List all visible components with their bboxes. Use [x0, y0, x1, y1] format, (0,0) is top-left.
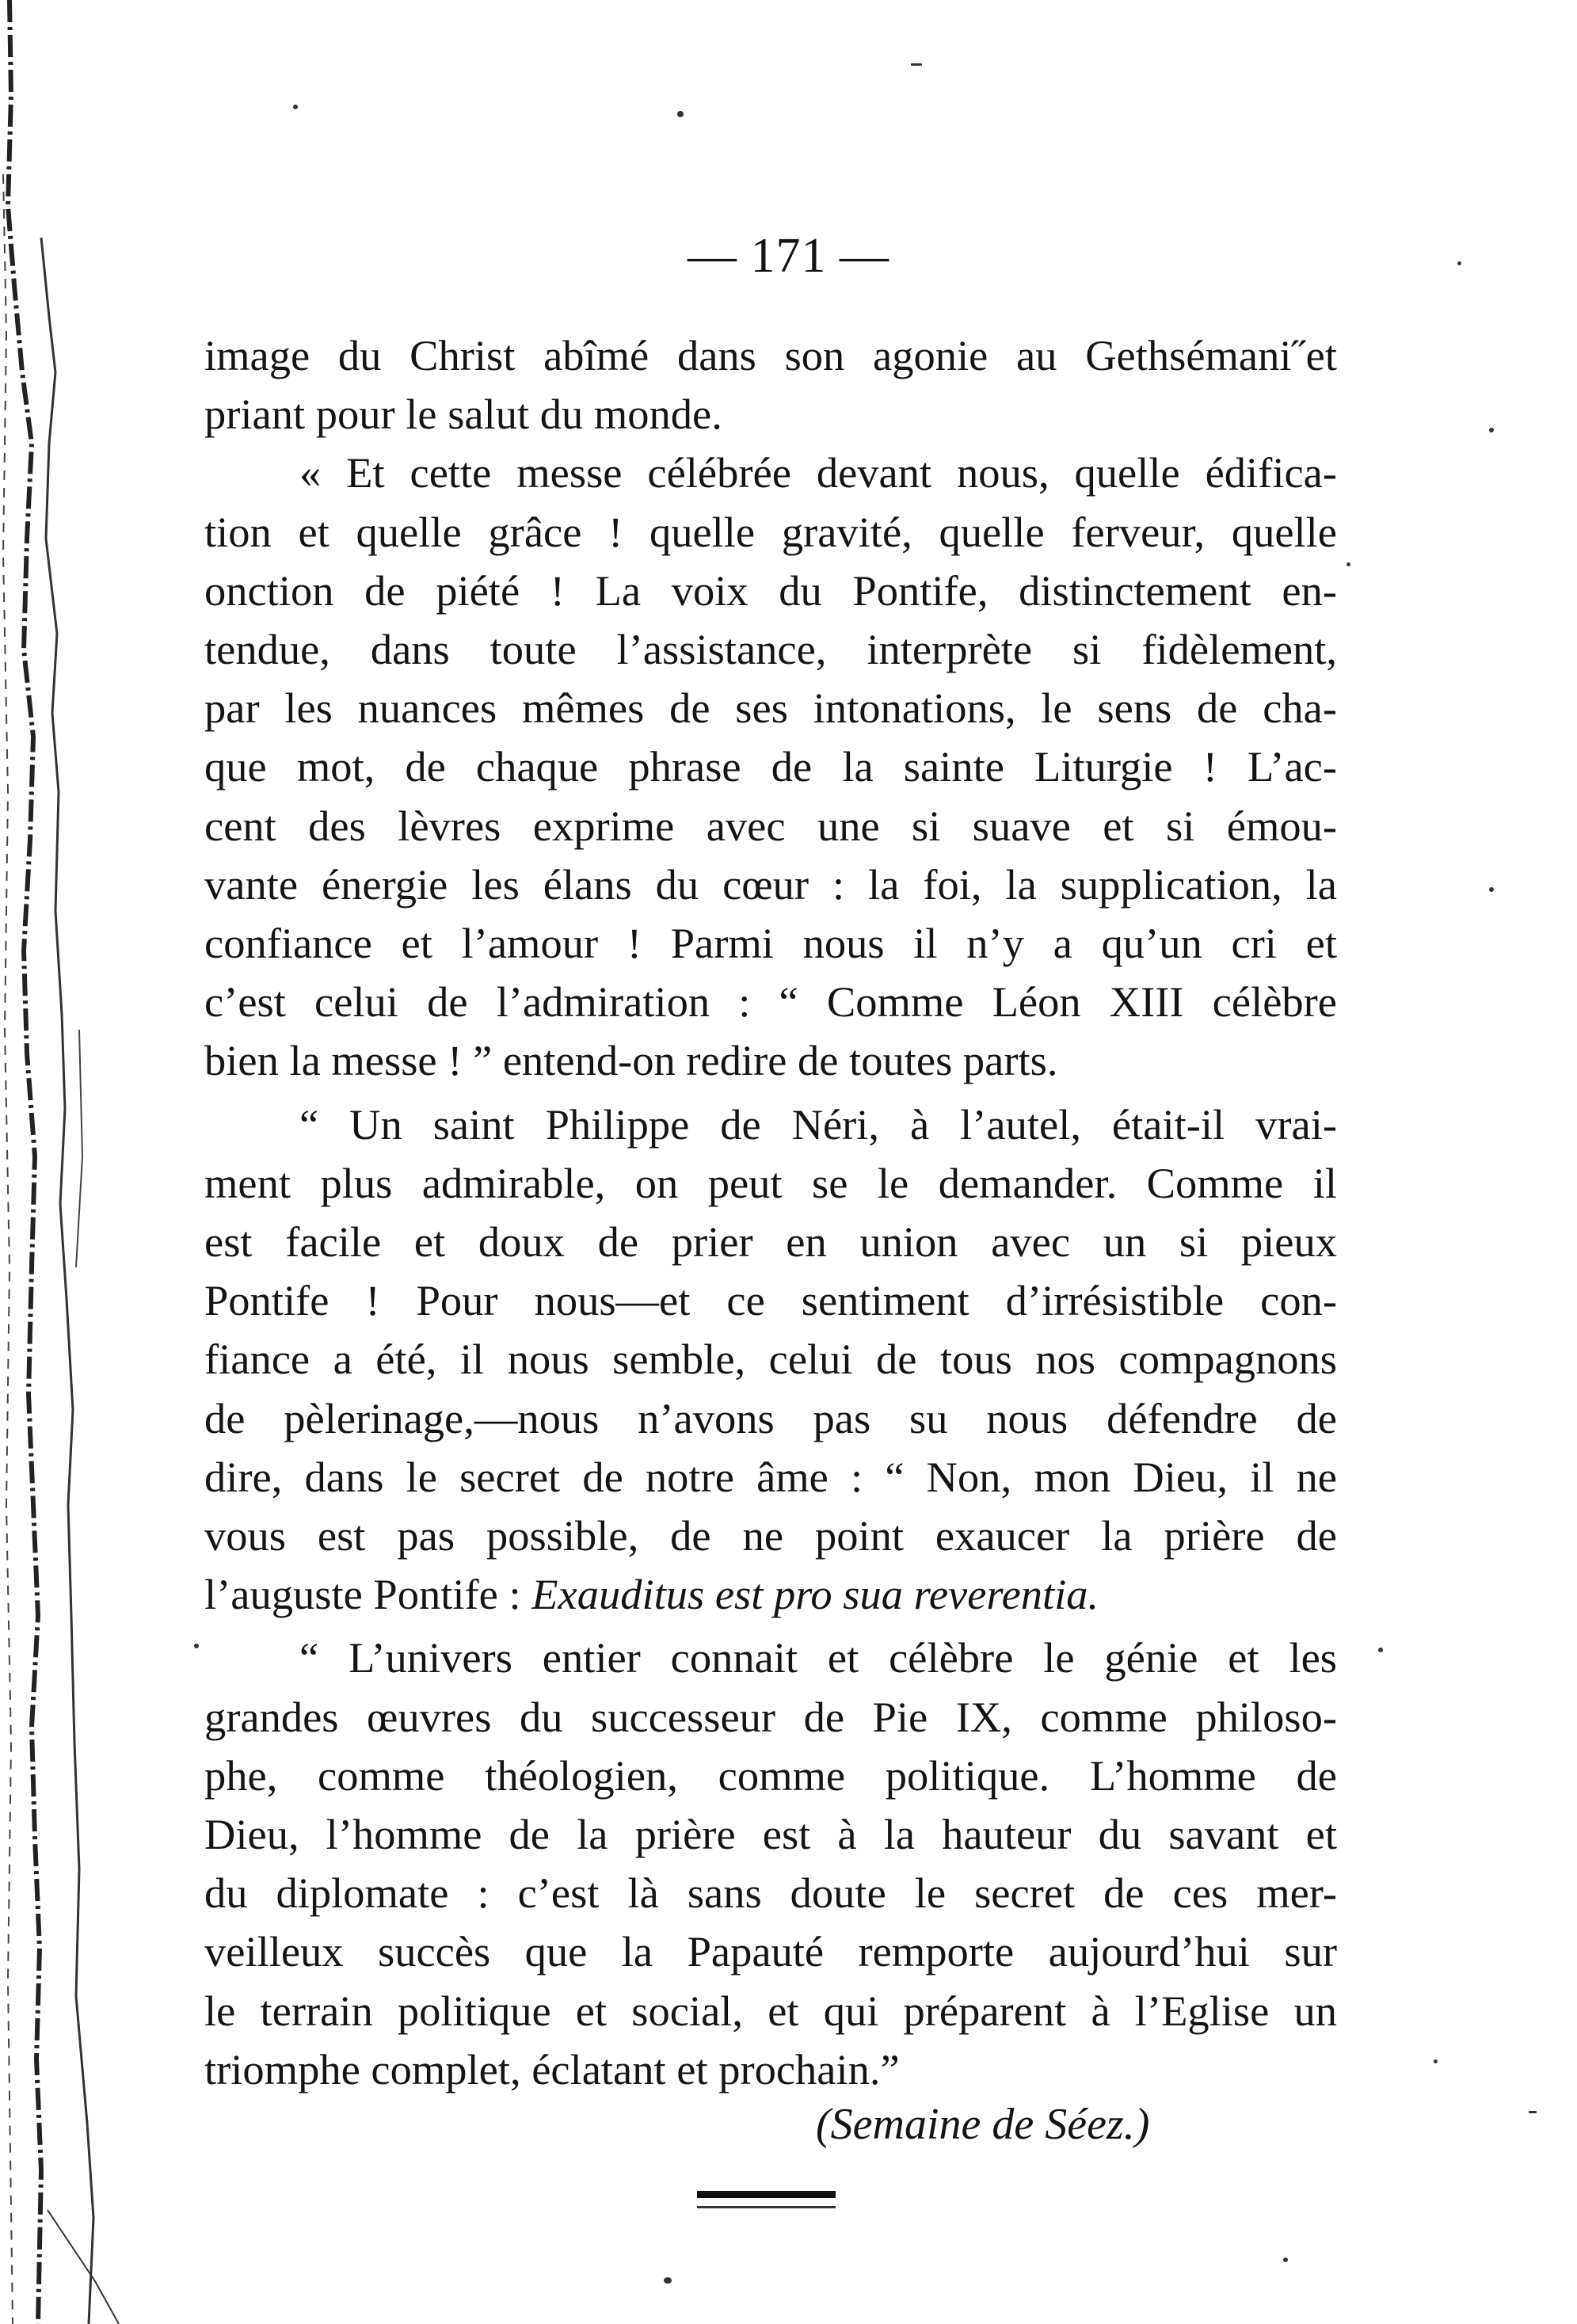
text-line: par les nuances mêmes de ses intonations, le sens de cha- [204, 684, 1337, 733]
scan-speck [293, 105, 298, 109]
source-citation: (Semaine de Séez.) [816, 2100, 1150, 2149]
paragraph-3 [204, 1095, 1337, 1625]
scan-speck [1489, 428, 1494, 432]
scan-speck [1529, 2111, 1537, 2113]
page-gutter-scan-artifact [0, 0, 182, 2324]
text-line: phe, comme théologien, comme politique. L’homme de [204, 1751, 1337, 1800]
text-line: est facile et doux de prier en union avec un si pieux [204, 1217, 1337, 1267]
text-line: triomphe complet, éclatant et prochain.” [204, 2044, 900, 2094]
scan-speck [677, 111, 684, 117]
paragraph-1 [204, 326, 1337, 444]
scan-speck [1347, 562, 1350, 566]
text-line: grandes œuvres du successeur de Pie IX, comme philoso- [204, 1692, 1337, 1741]
text-line: ment plus admirable, on peut se le demander. Comme il [204, 1158, 1337, 1207]
text-line: que mot, de chaque phrase de la sainte Liturgie ! L’ac- [204, 742, 1337, 791]
text-line: onction de piété ! La voix du Pontife, distinctement en- [204, 566, 1337, 615]
scan-speck [1489, 887, 1494, 892]
scan-speck [1457, 261, 1461, 265]
text-line: image du Christ abîmé dans son agonie au Gethsémani˝et [204, 331, 1337, 379]
text-line: c’est celui de l’admiration : “ Comme Léon XIII célèbre [204, 977, 1337, 1027]
text-line: cent des lèvres exprime avec une si suave et si émou- [204, 801, 1337, 850]
body-text [204, 326, 1337, 2099]
text-line: Pontife ! Pour nous—et ce sentiment d’irrésistible con- [204, 1276, 1337, 1325]
text-segment: l’auguste Pontife : [204, 1570, 532, 1619]
scan-speck [1378, 1648, 1383, 1652]
scan-speck [911, 63, 922, 66]
text-line: bien la messe ! ” entend-on redire de toutes parts. [204, 1036, 1058, 1085]
scan-speck [194, 1644, 199, 1648]
text-line: tendue, dans toute l’assistance, interprète si fidèlement, [204, 625, 1337, 674]
text-line: vous est pas possible, de ne point exaucer la prière de [204, 1511, 1337, 1560]
text-line: “ L’univers entier connait et célèbre le génie et les [299, 1633, 1337, 1682]
scan-speck [1434, 2059, 1438, 2063]
text-line: dire, dans le secret de notre âme : “ Non, mon Dieu, il ne [204, 1452, 1337, 1501]
scan-speck [664, 2277, 672, 2284]
text-line: Dieu, l’homme de la prière est à la hauteur du savant et [204, 1810, 1337, 1859]
page-number: — 171 — [688, 229, 889, 283]
text-line: fiance a été, il nous semble, celui de tous nos compagnons [204, 1335, 1337, 1384]
text-line: vante énergie les élans du cœur : la foi, la supplication, la [204, 859, 1337, 909]
text-line: du diplomate : c’est là sans doute le secret de ces mer- [204, 1869, 1337, 1918]
end-rule [697, 2191, 836, 2198]
paragraph-2 [204, 444, 1337, 1090]
end-rule-thin [697, 2206, 836, 2208]
text-line: priant pour le salut du monde. [204, 390, 722, 439]
text-line: de pèlerinage,—nous n’avons pas su nous défendre de [204, 1393, 1337, 1442]
text-line: « Et cette messe célébrée devant nous, quelle édifica- [299, 448, 1337, 497]
text-line: confiance et l’amour ! Parmi nous il n’y a qu’un cri et [204, 919, 1337, 968]
text-line [204, 1565, 1337, 1624]
latin-quote: Exauditus est pro sua reverentia. [531, 1570, 1099, 1619]
text-line: “ Un saint Philippe de Néri, à l’autel, était-il vrai- [299, 1099, 1337, 1149]
text-line: veilleux succès que la Papauté remporte aujourd’hui sur [204, 1927, 1337, 1976]
paragraph-4 [204, 1629, 1337, 2099]
text-line: tion et quelle grâce ! quelle gravité, quelle ferveur, quelle [204, 507, 1337, 556]
text-line: le terrain politique et social, et qui préparent à l’Eglise un [204, 1986, 1337, 2035]
scan-speck [1283, 2257, 1288, 2262]
